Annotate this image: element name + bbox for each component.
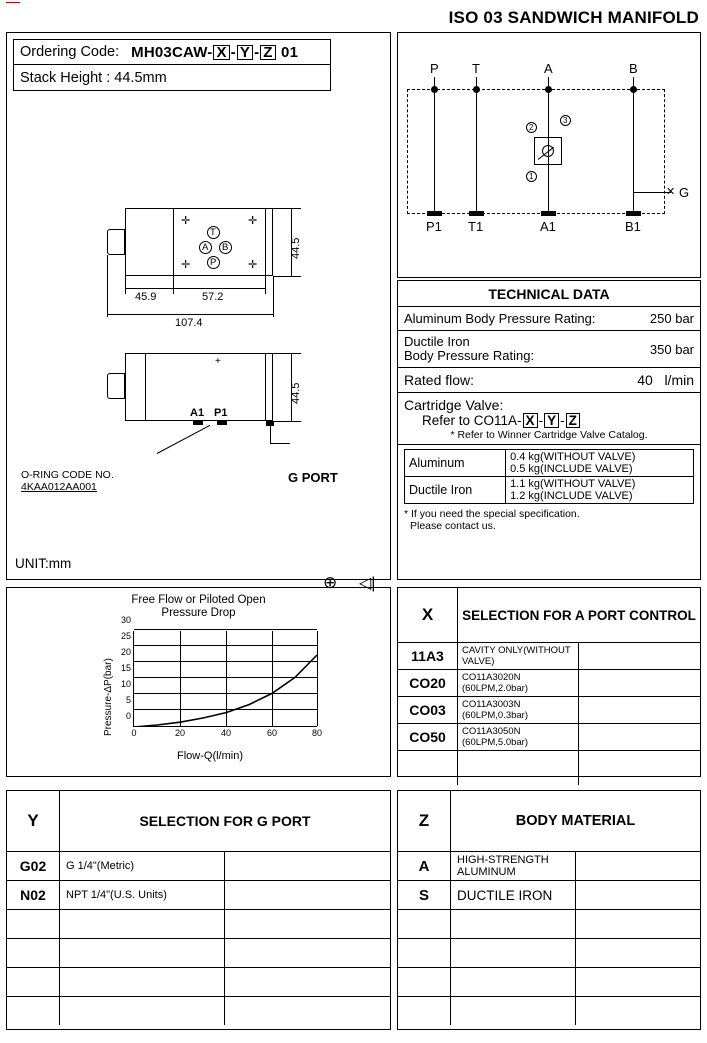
dim-57-text: 57.2 [202, 291, 224, 303]
x-code-co03: CO03 [398, 697, 458, 724]
circuit-line-p [434, 90, 435, 214]
front-dim-ext-bot [273, 421, 301, 422]
ytick-10: 10 [120, 679, 131, 689]
port-p-label: P [210, 257, 217, 268]
front-p1-label: P1 [214, 407, 228, 419]
top-mark [6, 2, 20, 3]
x-code-co50: CO50 [398, 724, 458, 751]
ytick-15: 15 [120, 663, 131, 673]
cartridge-ref-z: Z [566, 413, 580, 428]
front-p1-port [217, 421, 227, 425]
x-blank-empty [579, 751, 700, 786]
x-row-empty [398, 751, 700, 786]
circuit-g-label: G [679, 185, 690, 200]
y-blank-6 [225, 997, 390, 1026]
chart-plot-area [120, 615, 323, 738]
y-code-6 [7, 997, 60, 1026]
front-view-left-flange [107, 373, 125, 399]
dim-total-text: 107.4 [175, 317, 203, 329]
top-view-left-flange [107, 229, 125, 255]
circuit-label-b1: B1 [625, 219, 641, 234]
x-selection-table [398, 588, 700, 785]
x-desc-co20: CO11A3020N (60LPM,2.0bar) [458, 670, 579, 697]
circuit-label-a: A [544, 61, 553, 76]
x-desc-empty [458, 751, 579, 786]
dim-height-ext-bot [273, 276, 301, 277]
circuit-dot-p [431, 86, 438, 93]
tech-ductile-value: 350 bar [649, 341, 694, 357]
z-desc-4 [451, 939, 576, 968]
y-row-n02[interactable] [7, 881, 390, 910]
circuit-label-t1: T1 [468, 219, 484, 234]
tech-ductile-label-1: Ductile Iron [404, 334, 470, 349]
catalog-note: * Refer to Winner Cartridge Valve Catalog. [398, 428, 700, 445]
y-desc-g02: G 1/4"(Metric) [60, 852, 225, 881]
x-code-co20: CO20 [398, 670, 458, 697]
cartridge-ref-prefix: Refer to CO11A- [422, 413, 522, 428]
valve-num-1: 1 [529, 172, 534, 181]
valve-num-3: 3 [563, 116, 568, 125]
y-desc-6 [60, 997, 225, 1026]
weight-aluminum-l1: 0.4 kg(WITHOUT VALVE) [510, 451, 636, 463]
port-b-label: B [222, 242, 229, 253]
gport-label: G PORT [288, 470, 338, 485]
xtick-40: 40 [220, 728, 232, 738]
z-blank-5 [575, 968, 700, 997]
y-blank-3 [225, 910, 390, 939]
dim-total-line [107, 314, 273, 315]
port-t-label: T [210, 227, 216, 238]
z-selection-header-row [398, 791, 700, 852]
z-selection-table [398, 791, 700, 1025]
circuit-label-t: T [472, 61, 480, 76]
z-blank-a [575, 852, 700, 881]
front-view-plus: + [215, 356, 221, 367]
x-row-co50[interactable] [398, 724, 700, 751]
dim-height-text: 44.5 [290, 237, 302, 259]
x-code-11a3: 11A3 [398, 643, 458, 670]
circuit-base-t [469, 211, 484, 216]
y-row-3[interactable] [7, 910, 390, 939]
z-code-a: A [398, 852, 451, 881]
chart-title-line2: Pressure Drop [161, 607, 236, 619]
z-code-3 [398, 910, 451, 939]
top-view-right-inner [265, 208, 266, 276]
y-key-cell: Y [7, 791, 60, 852]
ordering-code-prefix: MH03CAW- [131, 43, 213, 61]
y-selection-table [7, 791, 390, 1025]
z-row-3[interactable] [398, 910, 700, 939]
tech-row-flow [398, 368, 700, 393]
dim-tick-3 [265, 276, 266, 294]
weight-aluminum-l2: 0.5 kg(INCLUDE VALVE) [510, 463, 633, 475]
circuit-base-p [427, 211, 442, 216]
technical-footnote-l1: * If you need the special specification. [404, 508, 580, 520]
circuit-base-b [626, 211, 641, 216]
z-title-cell: BODY MATERIAL [451, 791, 701, 852]
oring-leader [157, 425, 210, 454]
circuit-base-a [541, 211, 556, 216]
tech-ductile-label-2: Body Pressure Rating: [404, 348, 535, 363]
front-a1-port [193, 421, 203, 425]
oring-note-line2: 4KAA012AA001 [21, 481, 97, 493]
ytick-25: 25 [120, 631, 131, 641]
y-code-3 [7, 910, 60, 939]
circuit-label-a1: A1 [540, 219, 556, 234]
x-code-empty [398, 751, 458, 786]
chart-xlabel: Flow-Q(l/min) [177, 750, 243, 762]
dim-tick-2 [173, 276, 174, 294]
gridline-y-30 [134, 629, 317, 630]
z-code-s: S [398, 881, 451, 910]
x-row-11a3[interactable] [398, 643, 700, 670]
front-dim-height-text: 44.5 [290, 382, 302, 404]
circuit-line-b [633, 90, 634, 214]
ytick-0: 0 [125, 711, 131, 721]
ordering-code-value: MH03CAW- X - Y - Z 01 [131, 43, 299, 61]
technical-footnote-l2: Please contact us. [410, 520, 496, 532]
xtick-80: 80 [311, 728, 323, 738]
y-code-5 [7, 968, 60, 997]
y-code-g02: G02 [7, 852, 60, 881]
front-a1-label: A1 [190, 407, 205, 419]
z-blank-6 [575, 997, 700, 1026]
x-blank-co03 [579, 697, 700, 724]
top-view-drawing [7, 33, 392, 333]
tech-flow-value [637, 372, 694, 388]
z-blank-s [575, 881, 700, 910]
z-desc-3 [451, 910, 576, 939]
cartridge-ref-y: Y [544, 413, 559, 428]
x-row-co20[interactable] [398, 670, 700, 697]
cartridge-valve-block [398, 393, 700, 428]
z-blank-3 [575, 910, 700, 939]
cartridge-ref-x: X [523, 413, 538, 428]
x-blank-co20 [579, 670, 700, 697]
ordering-code-x: X [213, 45, 229, 60]
z-row-a[interactable] [398, 852, 700, 881]
xtick-20: 20 [174, 728, 186, 738]
weight-ductile-l1: 1.1 kg(WITHOUT VALVE) [510, 478, 636, 490]
z-code-5 [398, 968, 451, 997]
drawing-panel [6, 32, 391, 592]
dim-height-ext-top [273, 208, 301, 209]
tech-ductile-label [404, 335, 534, 363]
front-dim-ext-top [273, 353, 301, 354]
weight-table [404, 449, 694, 504]
tech-flow-label: Rated flow: [404, 372, 475, 388]
y-desc-n02: NPT 1/4"(U.S. Units) [60, 881, 225, 910]
x-title-cell: SELECTION FOR A PORT CONTROL [458, 588, 701, 643]
dim-tick-1 [125, 276, 126, 294]
circuit-dot-t [473, 86, 480, 93]
ytick-30: 30 [120, 615, 131, 625]
y-blank-4 [225, 939, 390, 968]
pressure-drop-chart-panel [6, 587, 391, 777]
z-desc-6 [451, 997, 576, 1026]
circuit-dot-a [545, 86, 552, 93]
tech-flow-unit: l/min [664, 372, 694, 388]
circuit-g-x: ✕ [666, 186, 676, 198]
weight-material-aluminum: Aluminum [405, 450, 506, 477]
y-desc-4 [60, 939, 225, 968]
y-row-5[interactable] [7, 968, 390, 997]
tech-row-aluminum [398, 307, 700, 331]
ordering-code-z: Z [260, 45, 275, 60]
mounting-hole-tr: ✛ [248, 215, 258, 227]
y-title-cell: SELECTION FOR G PORT [60, 791, 391, 852]
chart-curve [134, 631, 318, 727]
mounting-hole-bl: ✛ [181, 259, 191, 271]
top-view-divider [173, 208, 174, 276]
weight-values-ductile [506, 477, 694, 504]
y-desc-3 [60, 910, 225, 939]
y-row-6[interactable] [7, 997, 390, 1026]
ordering-code-suffix: 01 [281, 43, 299, 61]
cartridge-valve-label: Cartridge Valve: [404, 397, 504, 413]
z-code-6 [398, 997, 451, 1026]
page-title: ISO 03 SANDWICH MANIFOLD [448, 8, 699, 27]
chart-ylabel: Pressure-ΔP(bar) [103, 658, 114, 736]
circuit-label-b: B [629, 61, 638, 76]
oring-note [21, 469, 114, 493]
dim-57-line [173, 288, 265, 289]
z-row-s[interactable] [398, 881, 700, 910]
y-row-4[interactable] [7, 939, 390, 968]
x-desc-co03: CO11A3003N (60LPM,0.3bar) [458, 697, 579, 724]
cartridge-valve-ref: Refer to CO11A- X - Y - Z [404, 413, 694, 428]
hydraulic-circuit-panel [397, 32, 701, 278]
dim-total-tick-l [107, 255, 108, 317]
circuit-label-p1: P1 [426, 219, 442, 234]
weight-ductile-l2: 1.2 kg(INCLUDE VALVE) [510, 490, 633, 502]
weight-row-ductile [405, 477, 694, 504]
tech-aluminum-label: Aluminum Body Pressure Rating: [404, 311, 596, 326]
technical-data-title: TECHNICAL DATA [398, 281, 700, 307]
front-view-right-inner [265, 353, 266, 421]
technical-data-panel [397, 280, 701, 580]
y-code-4 [7, 939, 60, 968]
projection-symbol-cone: ◁| [359, 575, 376, 592]
y-row-g02[interactable] [7, 852, 390, 881]
x-blank-co50 [579, 724, 700, 751]
z-blank-4 [575, 939, 700, 968]
weight-values-aluminum [506, 450, 694, 477]
z-desc-a: HIGH-STRENGTH ALUMINUM [451, 852, 576, 881]
z-desc-s: DUCTILE IRON [451, 881, 576, 910]
mounting-hole-tl: ✛ [181, 215, 191, 227]
front-view-drawing [7, 333, 392, 592]
y-selection-panel [6, 790, 391, 1030]
projection-symbol-circle: ⊕ [323, 573, 338, 592]
circuit-dot-b [630, 86, 637, 93]
y-blank-5 [225, 968, 390, 997]
x-row-co03[interactable] [398, 697, 700, 724]
technical-footnote [398, 504, 700, 532]
circuit-label-p: P [430, 61, 439, 76]
y-selection-header-row [7, 791, 390, 852]
tech-flow-number: 40 [637, 372, 653, 388]
x-blank-11a3 [579, 643, 700, 670]
z-row-4[interactable] [398, 939, 700, 968]
chart-title [7, 588, 390, 620]
valve-num-2: 2 [529, 123, 534, 132]
tech-aluminum-value: 250 bar [649, 311, 694, 326]
z-key-cell: Z [398, 791, 451, 852]
mounting-hole-br: ✛ [248, 259, 258, 271]
z-code-4 [398, 939, 451, 968]
y-blank-g02 [225, 852, 390, 881]
unit-label: UNIT:mm [15, 556, 72, 571]
x-selection-panel [397, 587, 701, 777]
ordering-code-y: Y [237, 45, 253, 60]
x-desc-co50: CO11A3050N (60LPM,5.0bar) [458, 724, 579, 751]
z-row-5[interactable] [398, 968, 700, 997]
gport-leader [270, 425, 271, 443]
xtick-60: 60 [266, 728, 278, 738]
tech-row-ductile [398, 331, 700, 368]
y-blank-n02 [225, 881, 390, 910]
oring-note-line1: O-RING CODE NO. [21, 469, 114, 481]
ytick-5: 5 [125, 695, 131, 705]
front-view-divider [145, 353, 146, 421]
circuit-line-t [476, 90, 477, 214]
xtick-0: 0 [131, 728, 137, 738]
z-desc-5 [451, 968, 576, 997]
gport-leader-h [270, 443, 290, 444]
weight-row-aluminum [405, 450, 694, 477]
port-a-label: A [202, 242, 209, 253]
z-row-6[interactable] [398, 997, 700, 1026]
ordering-code-label: Ordering Code: [20, 44, 120, 60]
y-desc-5 [60, 968, 225, 997]
ytick-20: 20 [120, 647, 131, 657]
stack-height-label: Stack Height : 44.5mm [20, 69, 167, 86]
x-key-cell: X [398, 588, 458, 643]
dim-total-tick-r [273, 276, 274, 317]
z-selection-panel [397, 790, 701, 1030]
x-desc-11a3: CAVITY ONLY(WITHOUT VALVE) [458, 643, 579, 670]
dim-45-line [125, 288, 173, 289]
x-selection-header-row [398, 588, 700, 643]
weight-material-ductile: Ductile Iron [405, 477, 506, 504]
dim-45-text: 45.9 [135, 291, 157, 303]
chart-title-line1: Free Flow or Piloted Open [131, 594, 266, 606]
y-code-n02: N02 [7, 881, 60, 910]
